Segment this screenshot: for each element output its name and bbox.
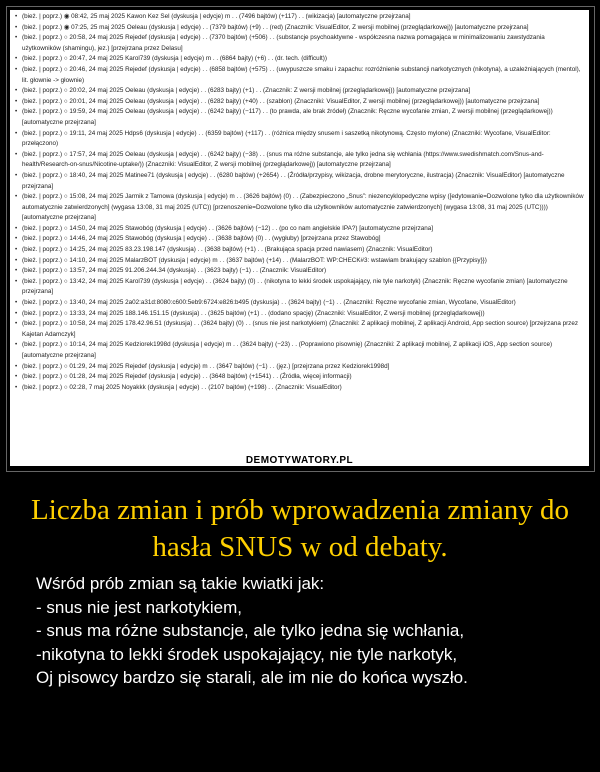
revision-row[interactable]: [14, 97, 585, 108]
revision-text: (bież. | poprz.) ○ 19:59, 24 maj 2025 Oeleau (dyskusja | edycje) . . (6242 bajty) (−117) . . (to prawda, ale brak źródeł) (Znacznik: Ręczne wycofanie zmian, Z wersji mobilnej (przeglądarkowej)) [automatyczne przejrzana]: [22, 108, 553, 126]
revision-text: (bież. | poprz.) ○ 17:57, 24 maj 2025 Oeleau (dyskusja | edycje) . . (6242 bajty) (−38) . . (snus ma różne substancje, ale tylko jedna się wchłania (https://www.swedishmatch.com/Snus-and-health/Research-on-snus/Nicotine-uptake/)) (Znaczniki: VisualEditor, Z wersji mobilnej (przeglądarkowej)) [automatyczne przejrzana]: [22, 150, 544, 169]
revision-text: (bież. | poprz.) ◉ 07:25, 25 maj 2025 Oeleau (dyskusja | edycje) . . (7379 bajtów) (+9) . . (red) (Znacznik: VisualEditor, Z wersji mobilnej (przeglądarkowej)) [automatyczne przejrzana]: [22, 23, 529, 31]
revision-text: (bież. | poprz.) ○ 19:11, 24 maj 2025 Hdps6 (dyskusja | edycje) . . (6359 bajtów) (+117) . . (różnica między snusem i saszetką nikotynową. Często mylone) (Znaczniki: Wycofane, VisualEditor: przełączono): [22, 129, 551, 148]
revision-row[interactable]: [14, 65, 585, 86]
revision-text: (bież. | poprz.) ○ 14:10, 24 maj 2025 MalarzBOT (dyskusja | edycje) m . . (3637 bajtów) (+14) . . (MalarzBOT: WP:CHECK#3: wstawiam brakujący szablon {{Przypisy}}): [22, 256, 487, 264]
revision-row[interactable]: [14, 319, 585, 340]
revision-text: (bież. | poprz.) ○ 02:28, 7 maj 2025 Noyakkk (dyskusja | edycje) . . (2107 bajtów) (+198) . . (Znacznik: VisualEditor): [22, 383, 342, 391]
revision-text: (bież. | poprz.) ○ 15:08, 24 maj 2025 Jarmik z Tarnowa (dyskusja | edycje) m . . (3626 bajtów) (0) . . (Zabezpieczono „Snus”: niezencyklopedyczne wpisy ([edytowanie=Dozwolone tylko dla użytkowników automatycznie zatwierdzonych] (wygasa 13:08, 31 maj 2025 (UTC)) [przenoszenie=Dozwolone tylko dla użytkowników automatycznie zatwierdzonych] (wygasa 13:08, 31 maj 2025 (UTC)))) [automatyczne przejrzana]: [22, 193, 584, 222]
revision-row[interactable]: [14, 171, 585, 192]
revision-row[interactable]: [14, 277, 585, 298]
watermark: DEMOTYWATORY.PL: [10, 455, 589, 466]
description-line: - snus ma różne substancje, ale tylko jedna się wchłania,: [36, 621, 465, 640]
revision-text: (bież. | poprz.) ○ 20:02, 24 maj 2025 Oeleau (dyskusja | edycje) . . (6283 bajty) (+1) . . (Znacznik: Z wersji mobilnej (przeglądarkowej)) [automatyczne przejrzana]: [22, 87, 471, 95]
revision-history-list: [10, 10, 589, 393]
revision-text: (bież. | poprz.) ○ 13:57, 24 maj 2025 91.206.244.34 (dyskusja) . . (3623 bajty) (−1) . . (Znacznik: VisualEditor): [22, 267, 327, 275]
post-description: [36, 572, 576, 690]
description-line: Oj pisowcy bardzo się starali, ale im nie do końca wyszło.: [36, 668, 468, 687]
revision-row[interactable]: [14, 150, 585, 171]
revision-text: (bież. | poprz.) ○ 18:40, 24 maj 2025 Matinee71 (dyskusja | edycje) . . (6280 bajtów) (+2654) . . (Źródła/przypisy, wikizacja, drobne merytoryczne, ilustracja) (Znacznik: VisualEditor) [automatyczne przejrzana]: [22, 171, 565, 190]
revision-row[interactable]: [14, 107, 585, 128]
revision-text: (bież. | poprz.) ○ 20:46, 24 maj 2025 Rejedef (dyskusja | edycje) . . (6858 bajtów) (+575) . . (uwypuszcze smaku i zapachu: rozróżnienie substancji narkotycznych (nikotyna), a uzależniających (mentol), lit. głownie -> głownie): [22, 65, 581, 84]
revision-row[interactable]: [14, 234, 585, 245]
revision-row[interactable]: [14, 129, 585, 150]
revision-row[interactable]: [14, 224, 585, 235]
revision-row[interactable]: [14, 298, 585, 309]
revision-text: (bież. | poprz.) ○ 01:29, 24 maj 2025 Rejedef (dyskusja | edycje) m . . (3647 bajtów) (−1) . . (jęz.) [przejrzana przez Kedziorek1998d]: [22, 362, 390, 370]
revision-row[interactable]: [14, 266, 585, 277]
description-line: Wśród prób zmian są takie kwiatki jak:: [36, 574, 325, 593]
wiki-history-screenshot: [10, 10, 589, 466]
revision-row[interactable]: [14, 362, 585, 373]
revision-row[interactable]: [14, 372, 585, 383]
revision-text: (bież. | poprz.) ○ 14:25, 24 maj 2025 83.23.198.147 (dyskusja) . . (3638 bajtów) (+1) . . (Brakująca spacja przed nawiasem) (Znacznik: VisualEditor): [22, 246, 433, 254]
revision-row[interactable]: [14, 309, 585, 320]
revision-row[interactable]: [14, 33, 585, 54]
revision-text: (bież. | poprz.) ○ 01:28, 24 maj 2025 Rejedef (dyskusja | edycje) . . (3648 bajtów) (+1541) . . (Źródła, więcej informacji): [22, 373, 352, 381]
revision-row[interactable]: [14, 340, 585, 361]
revision-text: (bież. | poprz.) ○ 14:46, 24 maj 2025 Stawobóg (dyskusja | edycje) . . (3638 bajtów) (0) . . (wygłuby) [przejrzana przez Stawobóg]: [22, 235, 381, 243]
revision-row[interactable]: [14, 23, 585, 34]
revision-row[interactable]: [14, 86, 585, 97]
description-line: - snus nie jest narkotykiem,: [36, 597, 242, 617]
revision-text: (bież. | poprz.) ○ 13:42, 24 maj 2025 Karol739 (dyskusja | edycje) . . (3624 bajty) (0) . . (nikotyna to lekki środek uspokajający, nie tyle narkotyk) (Znacznik: Ręczne wycofanie zmian) [automatyczne przejrzana]: [22, 277, 568, 296]
revision-text: (bież. | poprz.) ◉ 08:42, 25 maj 2025 Kawon Kez Sel (dyskusja | edycje) m . . (7496 bajtów) (+117) . . (wikizacja) [automatyczne przejrzana]: [22, 13, 411, 20]
post-title: Liczba zmian i prób wprowadzenia zmiany do hasła SNUS w od debaty.: [31, 494, 569, 563]
revision-text: (bież. | poprz.) ○ 13:33, 24 maj 2025 188.146.151.15 (dyskusja) . . (3625 bajtów) (+1) . . (dodano spację) (Znaczniki: VisualEditor, Z wersji mobilnej (przeglądarkowej)): [22, 309, 485, 317]
revision-text: (bież. | poprz.) ○ 20:01, 24 maj 2025 Oeleau (dyskusja | edycje) . . (6282 bajty) (+40) . . (szablon) (Znaczniki: VisualEditor, Z wersji mobilnej (przeglądarkowej)) [automatyczne przejrzana]: [22, 97, 540, 105]
revision-text: (bież. | poprz.) ○ 10:14, 24 maj 2025 Kedziorek1998d (dyskusja | edycje) m . . (3624 bajty) (−23) . . (Poprawiono pisownię) (Znaczniki: Z aplikacji mobilnej, Z aplikacji iOS, App section source) [automatyczne przejrzana]: [22, 341, 553, 359]
revision-text: (bież. | poprz.) ○ 20:47, 24 maj 2025 Karol739 (dyskusja | edycje) m . . (6864 bajty) (+6) . . (dr. tech. (difficult)): [22, 55, 327, 63]
revision-row[interactable]: [14, 192, 585, 224]
description-line: -nikotyna to lekki środek uspokajający, nie tyle narkotyk,: [36, 644, 458, 664]
screenshot-frame: [6, 6, 595, 472]
revision-text: (bież. | poprz.) ○ 14:50, 24 maj 2025 Stawobóg (dyskusja | edycje) . . (3626 bajtów) (−12) . . (po co nam angielskie IPA?) [automatyczne przejrzana]: [22, 224, 434, 232]
revision-text: (bież. | poprz.) ○ 10:58, 24 maj 2025 178.42.96.51 (dyskusja) . . (3624 bajty) (0) . . (snus nie jest narkotykiem) (Znaczniki: Z aplikacji mobilnej, Z aplikacji Android, App section source) [przejrzana przez Kajetan Adamczyk]: [22, 320, 578, 338]
revision-text: (bież. | poprz.) ○ 13:40, 24 maj 2025 2a02:a31d:8080:c600:5eb9:6724:e826:b495 (dyskusja) . . (3624 bajty) (−1) . . (Znaczniki: Ręczne wycofanie zmian, Wycofane, VisualEditor): [22, 299, 516, 307]
revision-row[interactable]: [14, 245, 585, 256]
revision-row[interactable]: [14, 383, 585, 394]
revision-row[interactable]: [14, 54, 585, 65]
revision-row[interactable]: [14, 12, 585, 23]
revision-row[interactable]: [14, 256, 585, 267]
revision-text: (bież. | poprz.) ○ 20:58, 24 maj 2025 Rejedef (dyskusja | edycje) . . (7370 bajtów) (+506) . . (substancje psychoaktywne - współczesna nazwa pomagająca w minimalizowaniu zawstydzania użytkowników (shamingu), jez.) [przejrzana przez Delasu]: [22, 34, 545, 52]
